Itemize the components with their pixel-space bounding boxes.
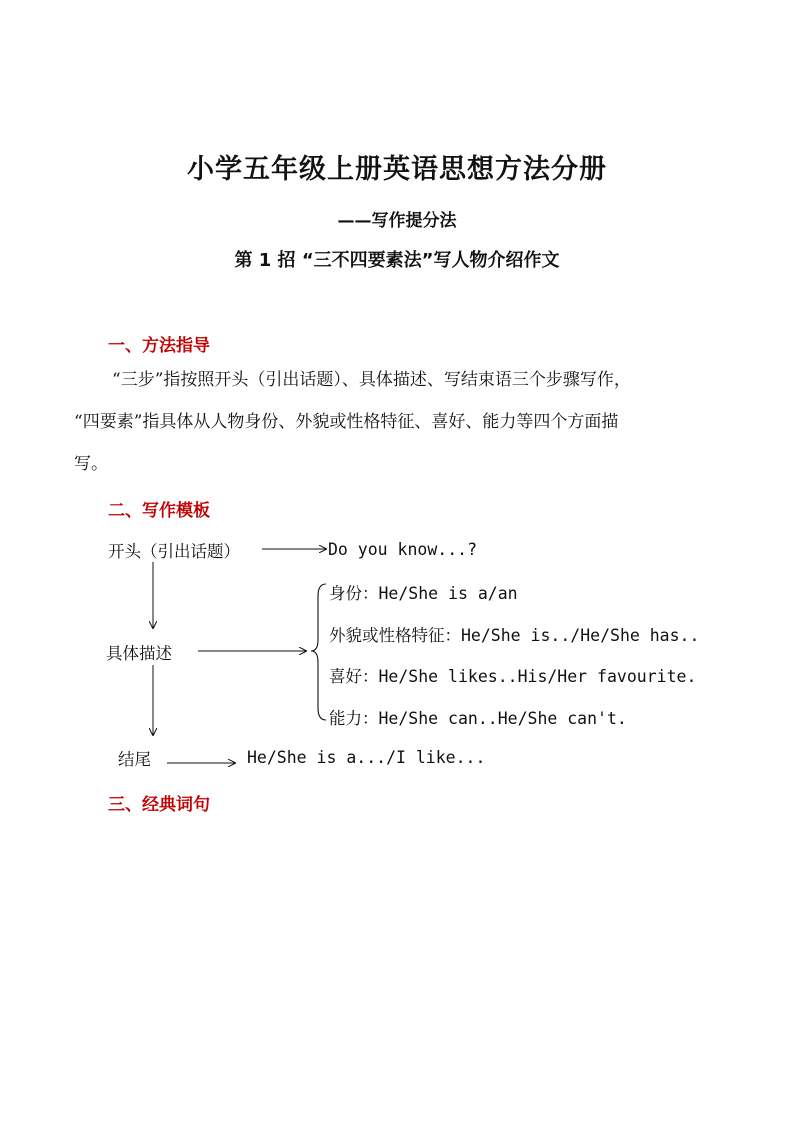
template-item-appearance: 外貌或性格特征：He/She is../He/She has.. — [329, 626, 700, 645]
paragraph-line: “四要素”指具体从人物身份、外貌或性格特征、喜好、能力等四个方面描 — [74, 412, 619, 432]
section-heading-method: 一、方法指导 — [108, 336, 210, 356]
chapter-heading: 第 1 招 “三不四要素法”写人物介绍作文 — [234, 250, 560, 271]
template-end-label: 结尾 — [118, 750, 151, 769]
template-start-label: 开头（引出话题） — [108, 542, 240, 561]
template-start-text: Do you know...? — [328, 540, 478, 559]
page-subtitle: ——写作提分法 — [337, 211, 457, 231]
template-item-hobby: 喜好：He/She likes..His/Her favourite. — [329, 667, 697, 686]
page-title: 小学五年级上册英语思想方法分册 — [187, 154, 607, 185]
template-body-label: 具体描述 — [106, 644, 172, 663]
section-heading-template: 二、写作模板 — [108, 501, 210, 521]
template-item-ability: 能力：He/She can..He/She can't. — [329, 709, 627, 728]
paragraph-line: “三步”指按照开头（引出话题）、具体描述、写结束语三个步骤写作， — [112, 370, 631, 390]
section-heading-phrases: 三、经典词句 — [108, 795, 210, 815]
template-end-text: He/She is a.../I like... — [247, 748, 486, 767]
brace — [311, 584, 326, 720]
template-item-identity: 身份：He/She is a/an — [329, 584, 518, 603]
paragraph-line: 写。 — [74, 454, 108, 474]
